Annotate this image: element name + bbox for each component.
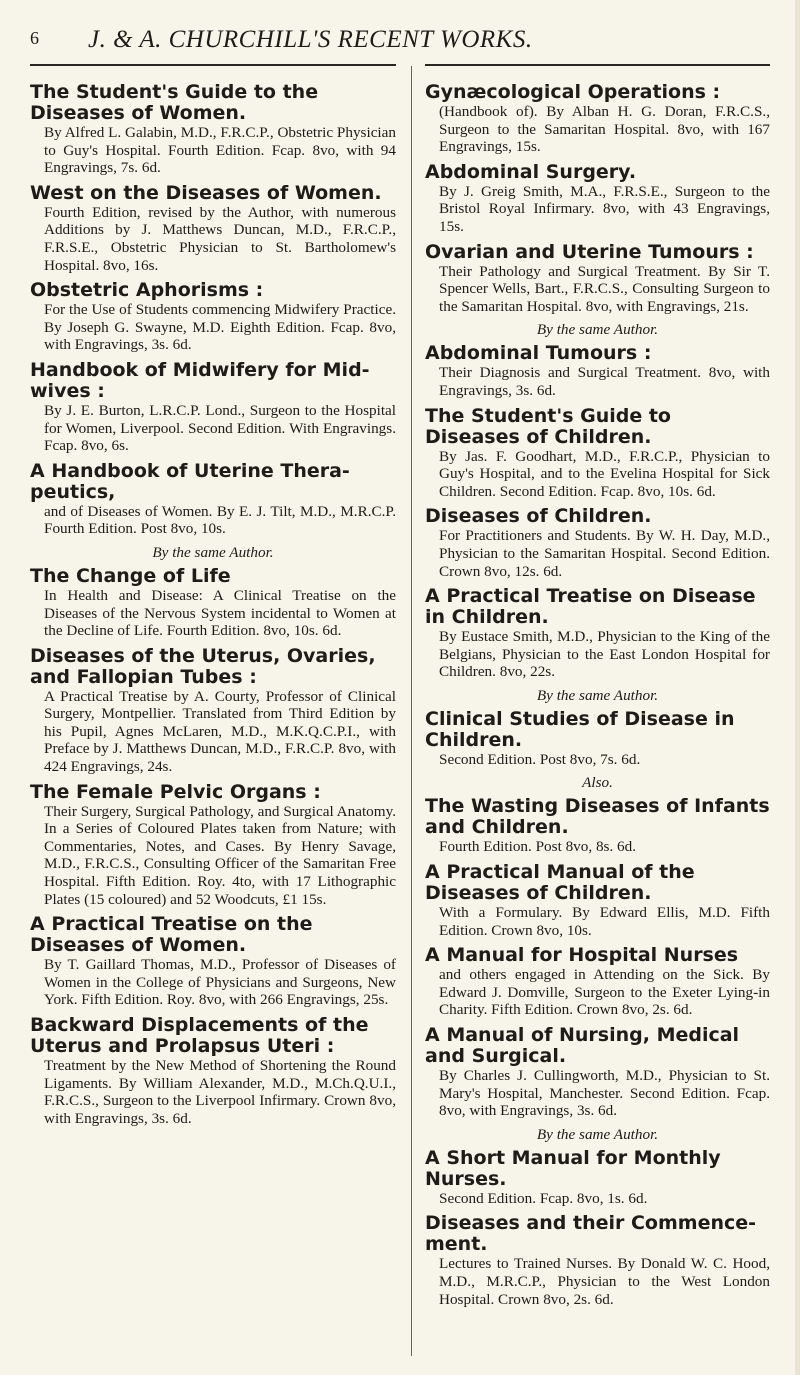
book-entry bbox=[425, 242, 770, 316]
book-entry bbox=[425, 343, 770, 399]
book-description: By Eustace Smith, M.D., Physician to the King of the Belgians, Physician to the East London Hospital for Children. 8vo, 22s. bbox=[439, 628, 770, 681]
book-description: By J. E. Burton, L.R.C.P. Lond., Surgeon to the Hospital for Women, Liverpool. Second Edition. With Engravings. Fcap. 8vo, 6s. bbox=[44, 401, 396, 455]
book-description: Lectures to Trained Nurses. By Donald W. C. Hood, M.D., M.R.C.P., Physician to the West London Hospital. Crown 8vo, 2s. 6d. bbox=[439, 1255, 770, 1308]
book-entry bbox=[425, 406, 770, 501]
book-title: Clinical Studies of Disease in Children. bbox=[425, 707, 735, 751]
same-author-note: By the same Author. bbox=[536, 321, 659, 339]
book-entry bbox=[425, 586, 770, 681]
book-description: Their Surgery, Surgical Pathology, and Surgical Anatomy. In a Series of Coloured Plates taken from Nature; with Commentaries, Notes, and Cases. By Henry Savage, M.D., F.R.C.S., Consulting Officer of the Samaritan Free Hospital. Fifth Edition. Roy. 4to, with 17 Lithographic Plates (15 coloured) and 52 Woodcuts, £1 15s. bbox=[44, 802, 396, 908]
book-title: A Short Manual for Monthly Nurses. bbox=[425, 1146, 721, 1190]
book-entry bbox=[425, 1213, 770, 1308]
book-description: (Handbook of). By Alban H. G. Doran, F.R.C.S., Surgeon to the Samaritan Hospital. 8vo, with 167 Engravings, 15s. bbox=[439, 103, 770, 156]
book-entry bbox=[30, 183, 396, 274]
header-rule-right bbox=[425, 64, 770, 66]
running-title: J. & A. CHURCHILL'S RECENT WORKS. bbox=[88, 26, 533, 53]
header-rule-left bbox=[30, 64, 396, 66]
book-title: Gynæcological Operations : bbox=[425, 81, 721, 103]
book-title: A Manual of Nursing, Medical and Surgical. bbox=[425, 1024, 740, 1068]
book-entry bbox=[425, 162, 770, 236]
book-title: The Student's Guide to the Diseases of Women. bbox=[30, 81, 319, 124]
book-entry bbox=[30, 646, 396, 776]
right-column bbox=[425, 82, 770, 1314]
book-description: Second Edition. Post 8vo, 7s. 6d. bbox=[439, 750, 641, 768]
left-column bbox=[30, 82, 396, 1133]
book-description: Second Edition. Fcap. 8vo, 1s. 6d. bbox=[439, 1189, 648, 1207]
book-description: By T. Gaillard Thomas, M.D., Professor of Diseases of Women in the College of Physicians and Surgeons, New York. Fifth Edition. Roy. 8vo, with 266 Engravings, 25s. bbox=[44, 956, 396, 1009]
book-entry bbox=[30, 566, 396, 640]
book-title: Diseases of Children. bbox=[425, 505, 652, 528]
book-entry bbox=[425, 862, 770, 939]
book-description: Fourth Edition, revised by the Author, with numerous Additions by J. Matthews Duncan, M.D., F.R.C.P., F.R.S.E., Obstetric Physician to St. Bartholomew's Hospital. 8vo, 16s. bbox=[44, 203, 396, 274]
book-title: Obstetric Aphorisms : bbox=[30, 279, 264, 302]
book-title: The Wasting Diseases of Infants and Children. bbox=[425, 795, 770, 839]
book-entry bbox=[30, 461, 396, 538]
book-description: A Practical Treatise by A. Courty, Professor of Clinical Surgery, Montpellier. Translated from Third Edition by his Pupil, Agnes McLaren, M.D., M.K.Q.C.P.I., with Preface by J. Matthews Duncan, M.D., F.R.C.P. 8vo, with 424 Engravings, 24s. bbox=[44, 687, 396, 776]
book-entry bbox=[30, 1015, 396, 1127]
book-title: Diseases and their Commence-ment. bbox=[425, 1212, 757, 1256]
book-title: A Practical Treatise on Disease in Children. bbox=[425, 585, 756, 629]
book-entry bbox=[425, 709, 770, 769]
book-entry bbox=[30, 280, 396, 354]
book-description: For the Use of Students commencing Midwifery Practice. By Joseph G. Swayne, M.D. Eighth Edition. Fcap. 8vo, with Engravings, 3s. 6d. bbox=[44, 301, 396, 354]
book-description: Fourth Edition. Post 8vo, 8s. 6d. bbox=[439, 838, 637, 856]
same-author-note: By the same Author. bbox=[152, 543, 274, 561]
column-divider bbox=[411, 66, 412, 1356]
book-title: The Student's Guide to Diseases of Children. bbox=[425, 404, 671, 448]
book-title: Diseases of the Uterus, Ovaries, and Fallopian Tubes : bbox=[30, 644, 376, 688]
book-title: A Manual for Hospital Nurses bbox=[425, 944, 739, 967]
book-title: A Practical Treatise on the Diseases of Women. bbox=[30, 913, 313, 957]
book-description: For Practitioners and Students. By W. H. Day, M.D., Physician to the Samaritan Hospital. Second Edition. Crown 8vo, 12s. 6d. bbox=[439, 527, 770, 580]
book-title: The Change of Life bbox=[30, 564, 231, 587]
book-description: By Charles J. Cullingworth, M.D., Physician to St. Mary's Hospital, Manchester. Second Edition. Fcap. 8vo, with Engravings, 3s. 6d. bbox=[439, 1067, 770, 1120]
same-author-note: Also. bbox=[582, 774, 613, 792]
book-entry bbox=[30, 360, 396, 455]
book-description: and others engaged in Attending on the Sick. By Edward J. Domville, Surgeon to the Exeter Lying-in Charity. Fifth Edition. Crown 8vo, 2s. 6d. bbox=[439, 966, 770, 1019]
book-title: A Practical Manual of the Diseases of Children. bbox=[425, 861, 695, 905]
page-edge bbox=[795, 0, 800, 1375]
book-description: With a Formulary. By Edward Ellis, M.D. Fifth Edition. Crown 8vo, 10s. bbox=[439, 904, 770, 939]
book-title: Handbook of Midwifery for Mid-wives : bbox=[30, 358, 370, 402]
book-description: and of Diseases of Women. By E. J. Tilt, M.D., M.R.C.P. Fourth Edition. Post 8vo, 10s. bbox=[44, 502, 396, 538]
same-author-note: By the same Author. bbox=[536, 1125, 659, 1143]
book-entry bbox=[30, 914, 396, 1009]
book-entry bbox=[425, 945, 770, 1019]
book-entry bbox=[425, 1148, 770, 1208]
same-author-note: By the same Author. bbox=[536, 686, 659, 704]
book-entry bbox=[30, 82, 396, 177]
book-description: Treatment by the New Method of Shortening the Round Ligaments. By William Alexander, M.D., M.Ch.Q.U.I., F.R.C.S., Surgeon to the Liverpool Infirmary. Crown 8vo, with Engravings, 3s. 6d. bbox=[44, 1057, 396, 1127]
book-description: In Health and Disease: A Clinical Treatise on the Diseases of the Nervous System incidental to Women at the Decline of Life. Fourth Edition. 8vo, 10s. 6d. bbox=[44, 586, 396, 640]
book-description: By J. Greig Smith, M.A., F.R.S.E., Surgeon to the Bristol Royal Infirmary. 8vo, with 43 Engravings, 15s. bbox=[439, 182, 770, 235]
book-title: A Handbook of Uterine Thera-peutics, bbox=[30, 459, 350, 503]
book-entry bbox=[425, 506, 770, 580]
book-title: West on the Diseases of Women. bbox=[30, 181, 382, 204]
page-header bbox=[30, 28, 770, 58]
book-title: The Female Pelvic Organs : bbox=[30, 780, 321, 803]
book-description: By Jas. F. Goodhart, M.D., F.R.C.P., Physician to Guy's Hospital, and to the Evelina Hospital for Sick Children. Second Edition. Fcap. 8vo, 10s. 6d. bbox=[439, 447, 770, 500]
book-entry bbox=[425, 82, 770, 156]
book-entry bbox=[425, 1025, 770, 1120]
book-title: Abdominal Tumours : bbox=[425, 342, 652, 365]
book-entry bbox=[425, 796, 770, 856]
book-title: Ovarian and Uterine Tumours : bbox=[425, 240, 754, 263]
book-description: Their Diagnosis and Surgical Treatment. 8vo, with Engravings, 3s. 6d. bbox=[439, 364, 770, 399]
book-title: Backward Displacements of the Uterus and Prolapsus Uteri : bbox=[30, 1014, 369, 1057]
page-number: 6 bbox=[30, 28, 39, 48]
book-description: Their Pathology and Surgical Treatment. By Sir T. Spencer Wells, Bart., F.R.C.S., Consulting Surgeon to the Samaritan Hospital. 8vo, with Engravings, 21s. bbox=[439, 262, 770, 315]
book-title: Abdominal Surgery. bbox=[425, 160, 637, 183]
book-description: By Alfred L. Galabin, M.D., F.R.C.P., Obstetric Physician to Guy's Hospital. Fourth Edition. Fcap. 8vo, with 94 Engravings, 7s. 6d. bbox=[44, 124, 396, 177]
book-entry bbox=[30, 782, 396, 909]
